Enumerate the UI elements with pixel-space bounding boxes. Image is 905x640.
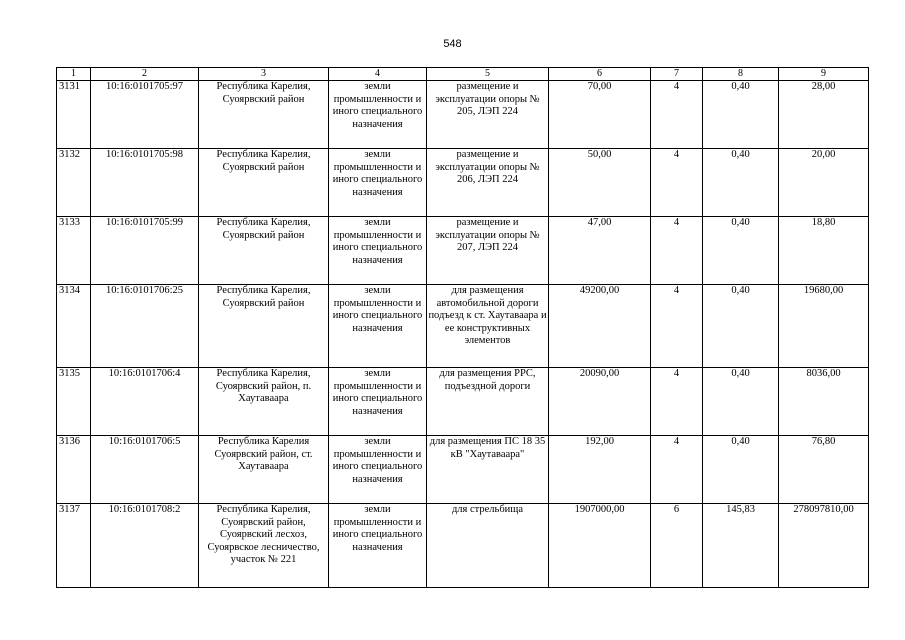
cadastral-number: 10:16:0101705:99: [91, 217, 199, 285]
column-header: 1: [57, 68, 91, 81]
land-category: земли промышленности и иного специального назначения: [329, 81, 427, 149]
column-header: 8: [703, 68, 779, 81]
area-value: 50,00: [549, 149, 651, 217]
table-row: [57, 217, 869, 285]
permitted-use: размещение и эксплуатации опоры № 205, ЛЭП 224: [427, 81, 549, 149]
permitted-use: для размещения РРС, подъездной дороги: [427, 368, 549, 436]
row-number: 3131: [57, 81, 91, 149]
coefficient-value: 4: [651, 285, 703, 368]
area-value: 49200,00: [549, 285, 651, 368]
column-header: 7: [651, 68, 703, 81]
amount-value: 28,00: [779, 81, 869, 149]
table-row: [57, 368, 869, 436]
row-number: 3132: [57, 149, 91, 217]
table-row: [57, 149, 869, 217]
amount-value: 18,80: [779, 217, 869, 285]
table-row: [57, 504, 869, 588]
table-row: [57, 285, 869, 368]
land-plots-table: [56, 67, 869, 588]
cadastral-number: 10:16:0101705:97: [91, 81, 199, 149]
land-category: земли промышленности и иного специального назначения: [329, 149, 427, 217]
location: Республика Карелия, Суоярвский район: [199, 149, 329, 217]
cadastral-number: 10:16:0101706:4: [91, 368, 199, 436]
permitted-use: для стрельбища: [427, 504, 549, 588]
rate-value: 0,40: [703, 285, 779, 368]
land-category: земли промышленности и иного специального назначения: [329, 368, 427, 436]
cadastral-number: 10:16:0101705:98: [91, 149, 199, 217]
column-header: 6: [549, 68, 651, 81]
column-header: 5: [427, 68, 549, 81]
header-row: [57, 68, 869, 81]
land-category: земли промышленности и иного специального назначения: [329, 504, 427, 588]
cadastral-number: 10:16:0101706:5: [91, 436, 199, 504]
row-number: 3137: [57, 504, 91, 588]
land-category: земли промышленности и иного специального назначения: [329, 285, 427, 368]
permitted-use: размещение и эксплуатации опоры № 206, ЛЭП 224: [427, 149, 549, 217]
rate-value: 0,40: [703, 436, 779, 504]
column-header: 2: [91, 68, 199, 81]
coefficient-value: 4: [651, 217, 703, 285]
row-number: 3135: [57, 368, 91, 436]
area-value: 192,00: [549, 436, 651, 504]
page-number: 548: [443, 38, 462, 50]
coefficient-value: 4: [651, 436, 703, 504]
location: Республика Карелия, Суоярвский район, п. Хаутаваара: [199, 368, 329, 436]
row-number: 3136: [57, 436, 91, 504]
permitted-use: размещение и эксплуатации опоры № 207, ЛЭП 224: [427, 217, 549, 285]
amount-value: 8036,00: [779, 368, 869, 436]
amount-value: 19680,00: [779, 285, 869, 368]
area-value: 47,00: [549, 217, 651, 285]
rate-value: 0,40: [703, 81, 779, 149]
row-number: 3134: [57, 285, 91, 368]
location: Республика Карелия, Суоярвский район, Суоярвский лесхоз, Суоярвское лесничество, участок № 221: [199, 504, 329, 588]
coefficient-value: 4: [651, 149, 703, 217]
area-value: 1907000,00: [549, 504, 651, 588]
rate-value: 0,40: [703, 217, 779, 285]
rate-value: 145,83: [703, 504, 779, 588]
permitted-use: для размещения автомобильной дороги подъезд к ст. Хаутаваара и ее конструктивных элементов: [427, 285, 549, 368]
column-header: 9: [779, 68, 869, 81]
area-value: 20090,00: [549, 368, 651, 436]
amount-value: 278097810,00: [779, 504, 869, 588]
location: Республика Карелия Суоярвский район, ст. Хаутаваара: [199, 436, 329, 504]
land-category: земли промышленности и иного специального назначения: [329, 217, 427, 285]
rate-value: 0,40: [703, 368, 779, 436]
amount-value: 76,80: [779, 436, 869, 504]
location: Республика Карелия, Суоярвский район: [199, 81, 329, 149]
area-value: 70,00: [549, 81, 651, 149]
amount-value: 20,00: [779, 149, 869, 217]
cadastral-number: 10:16:0101706:25: [91, 285, 199, 368]
table-row: [57, 81, 869, 149]
rate-value: 0,40: [703, 149, 779, 217]
coefficient-value: 4: [651, 368, 703, 436]
table-row: [57, 436, 869, 504]
permitted-use: для размещения ПС 18 35 кВ "Хаутаваара": [427, 436, 549, 504]
column-header: 4: [329, 68, 427, 81]
coefficient-value: 6: [651, 504, 703, 588]
cadastral-number: 10:16:0101708:2: [91, 504, 199, 588]
row-number: 3133: [57, 217, 91, 285]
land-category: земли промышленности и иного специального назначения: [329, 436, 427, 504]
location: Республика Карелия, Суоярвский район: [199, 217, 329, 285]
column-header: 3: [199, 68, 329, 81]
location: Республика Карелия, Суоярвский район: [199, 285, 329, 368]
coefficient-value: 4: [651, 81, 703, 149]
